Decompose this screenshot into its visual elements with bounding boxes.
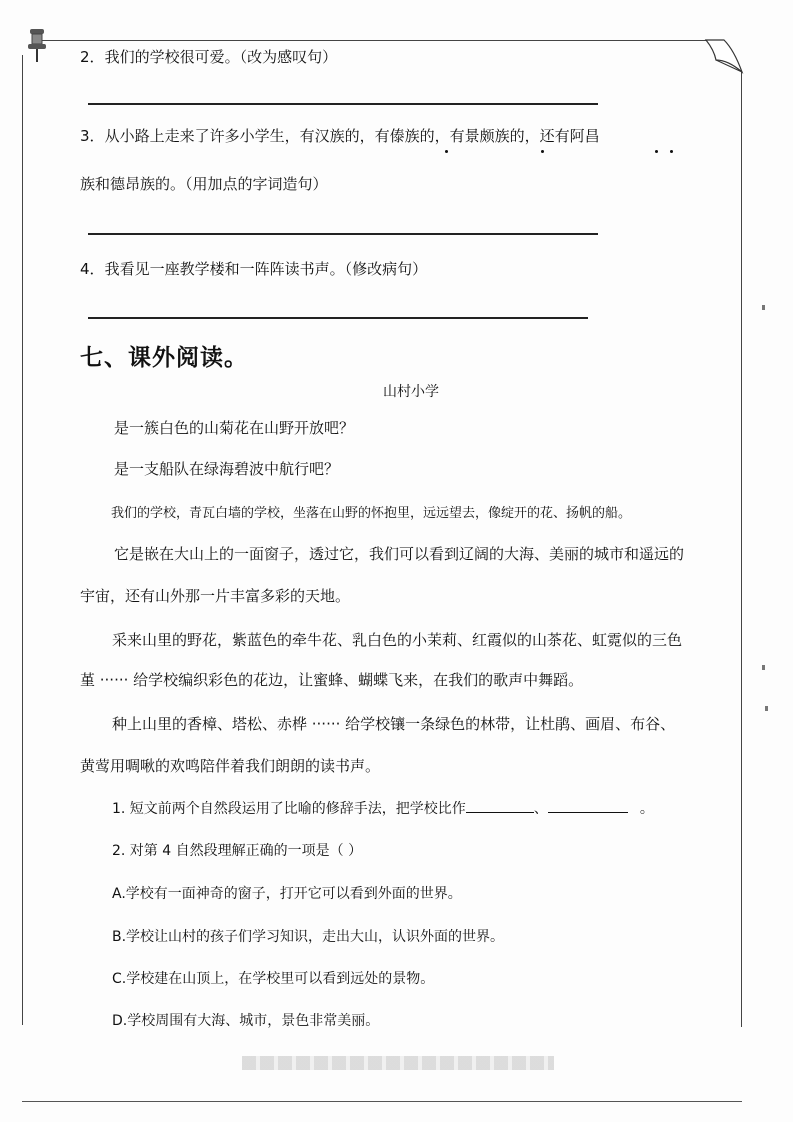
emphasis-dot [541, 150, 544, 153]
reading-question-1-end: 。 [639, 801, 654, 817]
article-title: 山村小学 [383, 384, 439, 400]
emphasis-dot [445, 150, 448, 153]
scan-speck [765, 706, 768, 711]
article-paragraph: 堇 ······ 给学校编织彩色的花边，让蜜蜂、蝴蝶飞来，在我们的歌声中舞蹈。 [80, 671, 584, 689]
article-paragraph: 它是嵌在大山上的一面窗子，透过它，我们可以看到辽阔的大海、美丽的城市和遥远的 [114, 545, 685, 563]
reading-question-1-text: 1. 短文前两个自然段运用了比喻的修辞手法，把学校比作 [112, 801, 466, 817]
question-3-number: 3 [80, 127, 90, 145]
scan-speck [762, 305, 765, 310]
answer-blank-2[interactable] [548, 798, 628, 813]
bottom-rule [22, 1101, 742, 1102]
page-curl-icon [704, 38, 744, 78]
option-a[interactable]: A.学校有一面神奇的窗子，打开它可以看到外面的世界。 [112, 886, 462, 902]
reading-question-2: 2. 对第 4 自然段理解正确的一项是（ ） [112, 843, 363, 859]
emphasis-dot [670, 150, 673, 153]
option-b[interactable]: B.学校让山村的孩子们学习知识，走出大山，认识外面的世界。 [112, 929, 505, 945]
question-3-line2: 族和德昂族的。（用加点的字词造句） [80, 175, 328, 193]
pushpin-icon [26, 28, 48, 64]
answer-line-q2[interactable] [88, 103, 598, 105]
page-right-edge [741, 72, 742, 1027]
question-4-text: 我看见一座教学楼和一阵阵读书声。（修改病句） [104, 260, 428, 278]
question-4-number: 4 [80, 260, 90, 278]
scan-speck [762, 665, 765, 670]
question-2-text: 我们的学校很可爱。（改为感叹句） [104, 48, 338, 66]
article-paragraph: 采来山里的野花，紫蓝色的牵牛花、乳白色的小茉莉、红霞似的山茶花、虹霓似的三色 [112, 631, 683, 649]
question-3-line1: 3．从小路上走来了许多小学生，有汉族的，有傣族的，有景颇族的，还有阿昌 [80, 127, 600, 145]
article-paragraph: 宇宙，还有山外那一片丰富多彩的天地。 [80, 587, 351, 605]
article-paragraph: 我们的学校，青瓦白墙的学校，坐落在山野的怀抱里，远远望去，像绽开的花、扬帆的船。 [111, 506, 632, 521]
section-title: 七、课外阅读。 [80, 345, 248, 371]
question-3-text-line1: 从小路上走来了许多小学生，有汉族的，有傣族的，有景颇族的，还有阿昌 [104, 127, 600, 145]
option-d[interactable]: D.学校周围有大海、城市，景色非常美丽。 [112, 1013, 380, 1029]
article-paragraph: 是一支船队在绿海碧波中航行吧？ [114, 460, 340, 478]
blank-separator: 、 [533, 801, 548, 817]
question-2-number: 2 [80, 48, 90, 66]
blurred-footer [242, 1056, 554, 1070]
reading-question-1 [112, 798, 654, 818]
answer-blank-1[interactable] [466, 798, 534, 813]
answer-line-q4[interactable] [88, 317, 588, 319]
answer-line-q3[interactable] [88, 233, 598, 235]
article-paragraph: 是一簇白色的山菊花在山野开放吧？ [114, 419, 355, 437]
emphasis-dot [655, 150, 658, 153]
question-4: 4．我看见一座教学楼和一阵阵读书声。（修改病句） [80, 260, 428, 278]
page-top-edge [40, 40, 712, 41]
article-paragraph: 黄莺用啁啾的欢鸣陪伴着我们朗朗的读书声。 [80, 757, 381, 775]
question-2: 2．我们的学校很可爱。（改为感叹句） [80, 48, 338, 66]
article-paragraph: 种上山里的香樟、塔松、赤桦 ······ 给学校镶一条绿色的林带，让杜鹃、画眉、布谷、 [112, 715, 676, 733]
option-c[interactable]: C.学校建在山顶上，在学校里可以看到远处的景物。 [112, 971, 435, 987]
page-left-edge [22, 55, 23, 1025]
